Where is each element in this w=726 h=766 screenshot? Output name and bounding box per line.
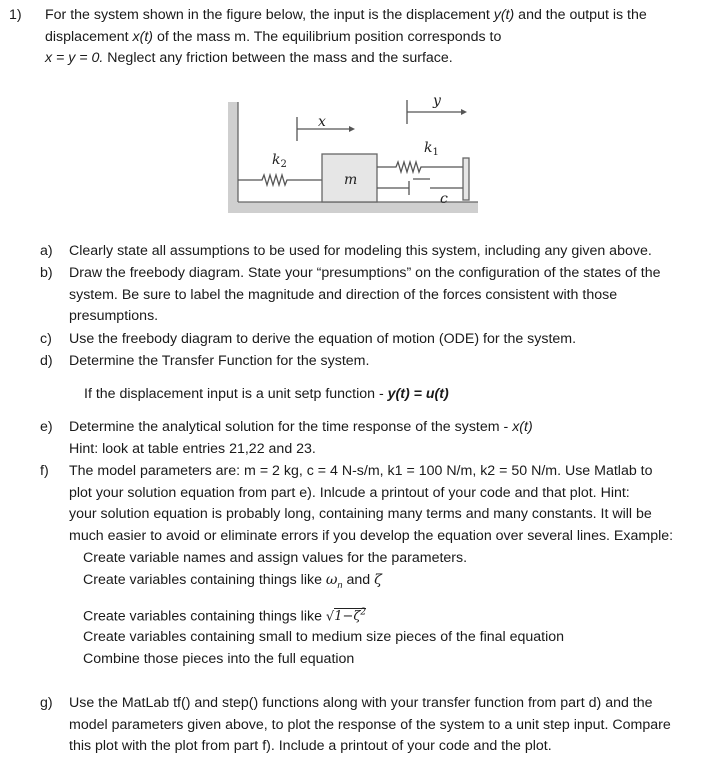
item-label: e) [40, 419, 53, 435]
x-arrow-head [349, 126, 355, 132]
item-text: Use the freebody diagram to derive the equation of motion (ODE) for the system. [69, 331, 577, 347]
left-wall [228, 102, 238, 213]
item-label: b) [40, 265, 53, 281]
input-variable: y(t) [493, 7, 515, 23]
item-label: g) [40, 695, 53, 711]
item-c [40, 329, 718, 351]
item-text: Use the MatLab tf() and step() functions along with your transfer function from part d) and the [69, 695, 653, 711]
item-b [40, 263, 718, 328]
equilibrium-condition: x = y = 0. [45, 50, 104, 66]
label-k1: $k_1$ [424, 140, 439, 158]
item-text: much easier to avoid or eliminate errors if you develop the equation over several lines. Example: [69, 527, 674, 544]
label-m: m [344, 172, 358, 188]
label-k2: $k_2$ [272, 152, 287, 170]
intro-text: and the output is the [514, 7, 647, 23]
intro-text: of the mass m. The equilibrium position corresponds to [153, 28, 502, 45]
omega-subscript: n [337, 579, 343, 590]
unit-step-input: y(t) = u(t) [387, 386, 449, 402]
example-step-2: Create variables containing things like $\omega_n$ and ζ [83, 572, 382, 590]
item-text: Clearly state all assumptions to be used for modeling this system, including any given above. [69, 243, 652, 259]
item-f [40, 461, 718, 547]
label-y: y [433, 93, 441, 109]
item-text: your solution equation is probably long, containing many terms and many constants. It will be [69, 506, 652, 522]
output-variable: x(t) [132, 28, 154, 45]
item-text: The model parameters are: m = 2 kg, c = 4 N-s/m, k1 = 100 N/m, k2 = 50 N/m. Use Matlab to [69, 463, 653, 479]
item-text: Determine the Transfer Function for the system. [69, 353, 370, 369]
item-text: this plot with the plot from part f). Include a printout of your code and the plot. [69, 738, 552, 754]
intro-text: For the system shown in the figure below, the input is the displacement [45, 7, 494, 23]
intro-text: displacement [45, 28, 133, 45]
label-x: x [318, 114, 326, 130]
label-c: c [440, 191, 448, 207]
item-text: presumptions. [69, 308, 159, 324]
item-d [40, 351, 718, 373]
zeta-symbol: ζ [374, 572, 382, 588]
spring-k1 [377, 162, 463, 172]
item-text: Determine the analytical solution for the time response of the system - x(t) [69, 419, 533, 435]
intro-text: Neglect any friction between the mass and the surface. [103, 50, 453, 66]
item-text: system. Be sure to label the magnitude and direction of the forces consistent with those [69, 286, 618, 303]
y-arrow-head [461, 109, 467, 115]
item-text: model parameters given above, to plot the response of the system to a unit step input. Compare [69, 716, 671, 733]
item-e [40, 417, 718, 460]
item-g [40, 693, 718, 758]
item-label: c) [40, 331, 52, 347]
example-step-3: Create variables containing things like $√1-\zeta^2$ [83, 608, 367, 625]
example-step-1: Create variable names and assign values for the parameters. [83, 550, 468, 566]
output-variable: x(t) [512, 419, 533, 435]
item-label: d) [40, 353, 53, 369]
item-text: Draw the freebody diagram. State your “presumptions” on the configuration of the states of the [69, 265, 661, 281]
sqrt-radicand: $1-\zeta^2$ [334, 608, 367, 625]
system-diagram [0, 0, 726, 240]
input-note [84, 384, 449, 406]
item-a [40, 241, 718, 263]
question-number: 1) [9, 7, 22, 23]
item-label: a) [40, 243, 53, 259]
example-step-4: Create variables containing small to medium size pieces of the final equation [83, 629, 565, 645]
input-bar [463, 158, 469, 200]
item-label: f) [40, 463, 49, 479]
note-text: If the displacement input is a unit setp function - [84, 386, 388, 402]
example-step-5: Combine those pieces into the full equation [83, 651, 355, 667]
item-text: plot your solution equation from part e). Inlcude a printout of your code and that plot. Hint: [69, 484, 630, 501]
spring-k2 [238, 175, 322, 185]
omega-symbol: ω [325, 572, 338, 588]
item-hint: Hint: look at table entries 21,22 and 23. [69, 440, 316, 457]
